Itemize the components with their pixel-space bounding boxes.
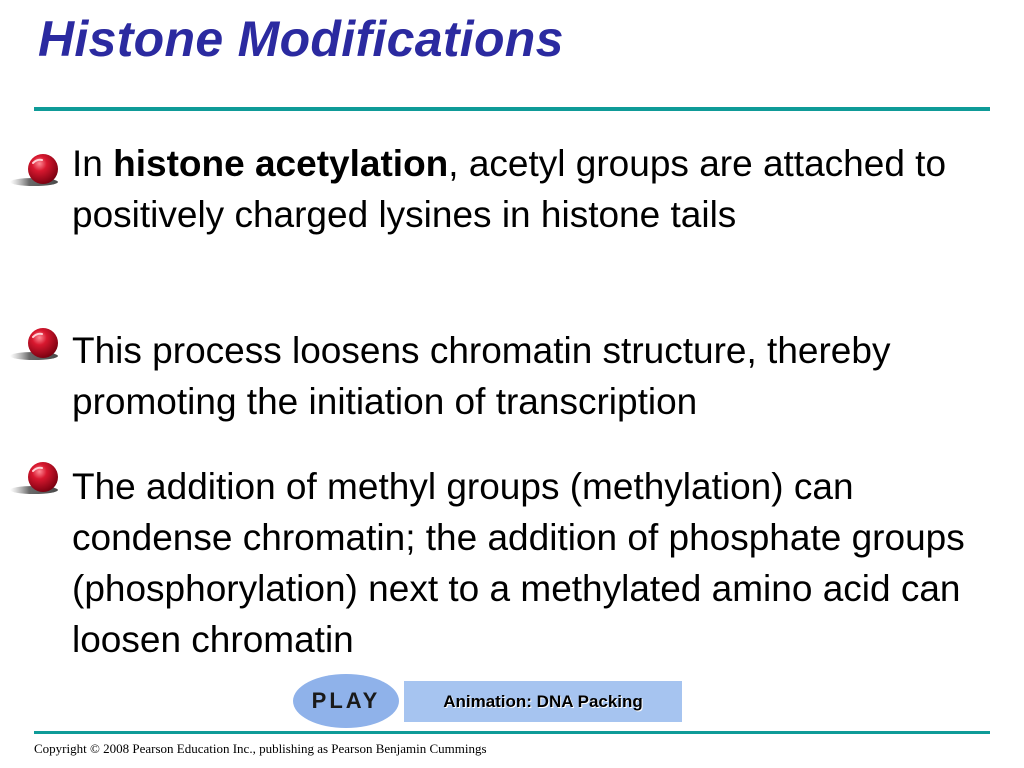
red-ball-bullet-icon — [8, 326, 64, 366]
animation-link[interactable] — [404, 681, 682, 722]
bullet-suffix: , acetyl groups are attached to positively charged lysines in histone tails — [72, 143, 947, 235]
bullet-emphasis: histone acetylation — [113, 143, 449, 184]
slide-title: Histone Modifications — [38, 11, 564, 67]
play-button-label: PLAY — [311, 688, 381, 713]
red-ball-bullet-icon — [8, 152, 64, 192]
play-button[interactable] — [293, 674, 399, 728]
copyright-text: Copyright © 2008 Pearson Education Inc., publishing as Pearson Benjamin Cummings — [34, 741, 487, 756]
bullet-item: The addition of methyl groups (methylation) can condense chromatin; the addition of phosphate groups (phosphorylation) next to a methylated amino acid can loosen chromatin — [72, 466, 965, 660]
animation-label: Animation: DNA Packing — [443, 691, 643, 711]
bullet-item: This process loosens chromatin structure, thereby promoting the initiation of transcription — [72, 330, 891, 422]
bullet-prefix: In — [72, 143, 114, 184]
red-ball-bullet-icon — [8, 460, 64, 500]
bullet-item — [72, 138, 992, 240]
title-divider — [34, 107, 990, 111]
footer-divider — [34, 731, 990, 734]
